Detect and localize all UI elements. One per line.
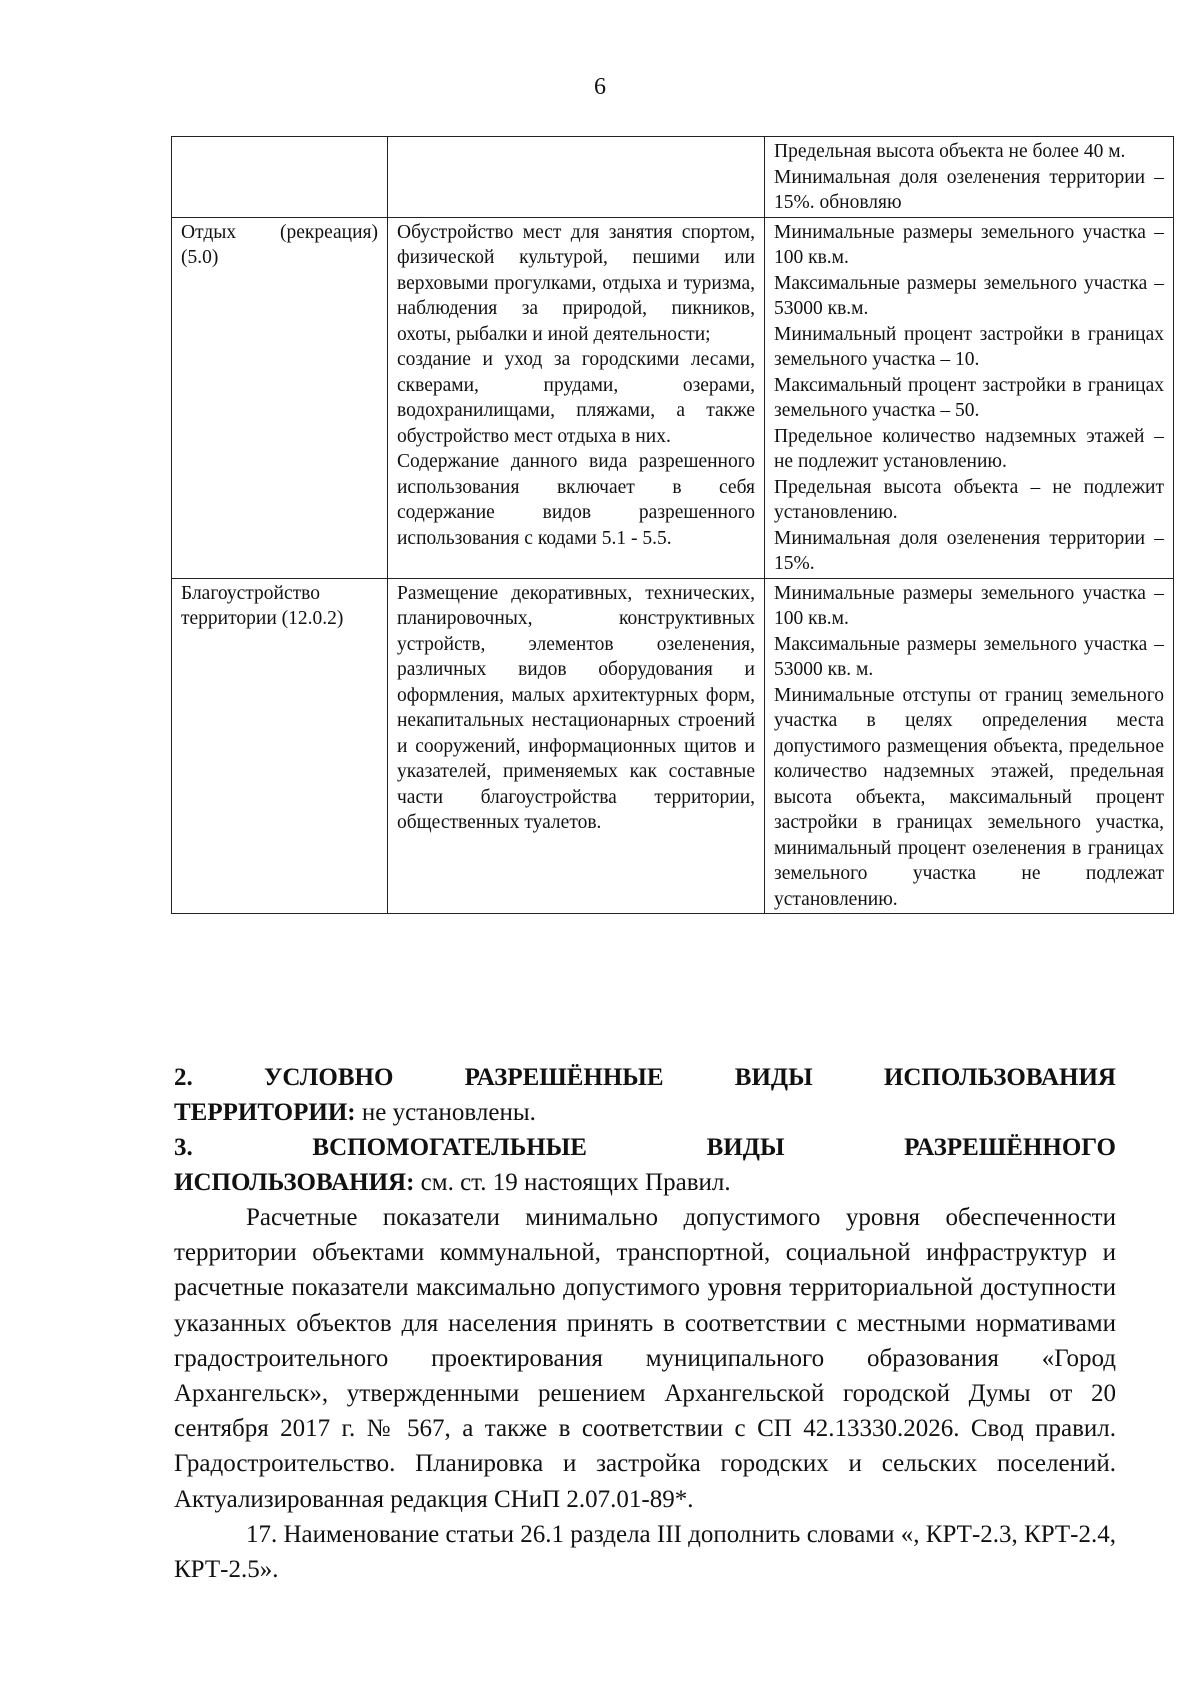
parameter-text: Минимальная доля озеленения территории – 15%.: [774, 527, 1164, 574]
parameter-text: Максимальные размеры земельного участка – 53000 кв.м.: [774, 272, 1164, 319]
paragraph: Расчетные показатели минимально допустимого уровня обеспеченности территории объектами коммунальной, транспортной, социальной инфраструктур и расчетные показатели максимально допустимого уровня территориальной доступности указанных объектов для населения принять в соответствии с местными нормативами градостроительного проектирования муниципального образования «Город Архангельск», утвержденными решением Архангельской городской Думы от 20 сентября 2017 г. № 567, а также в соответствии с СП 42.13330.2026. Свод правил. Градостроительство. Планировка и застройка городских и сельских поселений. Актуализированная редакция СНиП 2.07.01-89*.: [174, 1204, 1116, 1513]
use-name-cell: [172, 217, 388, 578]
description-text: Обустройство мест для занятия спортом, физической культурой, пешими или верховыми прогулками, отдыха и туризма, наблюдения за природой, пикников, охоты, рыбалки и иной деятельности;: [397, 221, 755, 345]
use-name-cell: [172, 137, 388, 218]
table-row: [172, 217, 1174, 578]
section-2-second-line: [174, 1095, 1116, 1130]
heading-word: ВИДЫ: [734, 1064, 813, 1091]
heading-word: УСЛОВНО: [263, 1064, 394, 1091]
parameters-cell: [765, 217, 1174, 578]
table-row: [172, 137, 1174, 218]
section-2-text: не установлены.: [355, 1099, 536, 1126]
parameter-text: Максимальные размеры земельного участка – 53000 кв. м.: [774, 633, 1164, 680]
use-name-cell: [172, 578, 388, 914]
section-3-title-line: [174, 1130, 1116, 1165]
parameter-text: Минимальные размеры земельного участка – 100 кв.м.: [774, 221, 1164, 268]
heading-word: РАЗРЕШЁННЫЕ: [464, 1064, 664, 1091]
use-name: Благоустройство территории (12.0.2): [181, 582, 344, 629]
section-2-heading: [174, 1060, 1116, 1130]
heading-word: ТЕРРИТОРИИ:: [174, 1099, 356, 1126]
use-description-cell: [388, 578, 765, 914]
use-description-cell: [388, 137, 765, 218]
description-text: создание и уход за городскими лесами, скверами, прудами, озерами, водохранилищами, пляжами, а также обустройство мест отдыха в них.: [397, 349, 755, 447]
heading-word: ИСПОЛЬЗОВАНИЯ:: [174, 1169, 415, 1196]
description-text: Размещение декоративных, технических, планировочных, конструктивных устройств, элементов озеленения, различных видов оборудования и оформления, малых архитектурных форм, некапитальных нестационарных строений и сооружений, информационных щитов и указателей, применяемых как составные части благоустройства территории, общественных туалетов.: [397, 582, 755, 833]
parameters-cell: [765, 578, 1174, 914]
table-row: [172, 578, 1174, 914]
use-description-cell: [388, 217, 765, 578]
section-2-title-line: [174, 1060, 1116, 1095]
body-text: [174, 1200, 1116, 1587]
heading-word: ИСПОЛЬЗОВАНИЯ: [883, 1064, 1116, 1091]
section-3-number: 3.: [174, 1134, 193, 1161]
heading-word: ВСПОМОГАТЕЛЬНЫЕ: [312, 1134, 587, 1161]
parameter-text: Минимальные размеры земельного участка – 100 кв.м.: [774, 582, 1164, 629]
page-number: 6: [594, 74, 606, 100]
paragraph: 17. Наименование статьи 26.1 раздела III дополнить словами «, КРТ-2.3, КРТ-2.4, КРТ-2.5».: [174, 1520, 1116, 1584]
heading-word: РАЗРЕШЁННОГО: [904, 1134, 1116, 1161]
use-name: Отдых (рекреация) (5.0): [181, 221, 378, 268]
parameter-text: Минимальный процент застройки в границах земельного участка – 10.: [774, 323, 1164, 370]
heading-word: ВИДЫ: [706, 1134, 785, 1161]
section-2-number: 2.: [174, 1064, 193, 1091]
section-3-text: см. ст. 19 настоящих Правил.: [414, 1169, 731, 1196]
section-3-heading: [174, 1130, 1116, 1200]
parameter-text: Максимальный процент застройки в границах земельного участка – 50.: [774, 374, 1164, 421]
section-3-second-line: [174, 1165, 1116, 1200]
parameter-text: Предельное количество надземных этажей – не подлежит установлению.: [774, 425, 1164, 472]
parameter-text: Предельная высота объекта – не подлежит установлению.: [774, 476, 1164, 523]
land-use-table: [171, 136, 1174, 914]
parameter-text: Минимальные отступы от границ земельного участка в целях определения места допустимого размещения объекта, предельное количество надземных этажей, предельная высота объекта, максимальный процент застройки в границах земельного участка, минимальный процент озеленения в границах земельного участка не подлежат установлению.: [774, 684, 1164, 910]
parameters-cell: [765, 137, 1174, 218]
parameter-text: Минимальная доля озеленения территории – 15%. обновляю: [774, 166, 1164, 213]
parameter-text: Предельная высота объекта не более 40 м.: [774, 141, 1126, 162]
description-text: Содержание данного вида разрешенного использования включает в себя содержание видов разрешенного использования с кодами 5.1 - 5.5.: [397, 451, 755, 549]
